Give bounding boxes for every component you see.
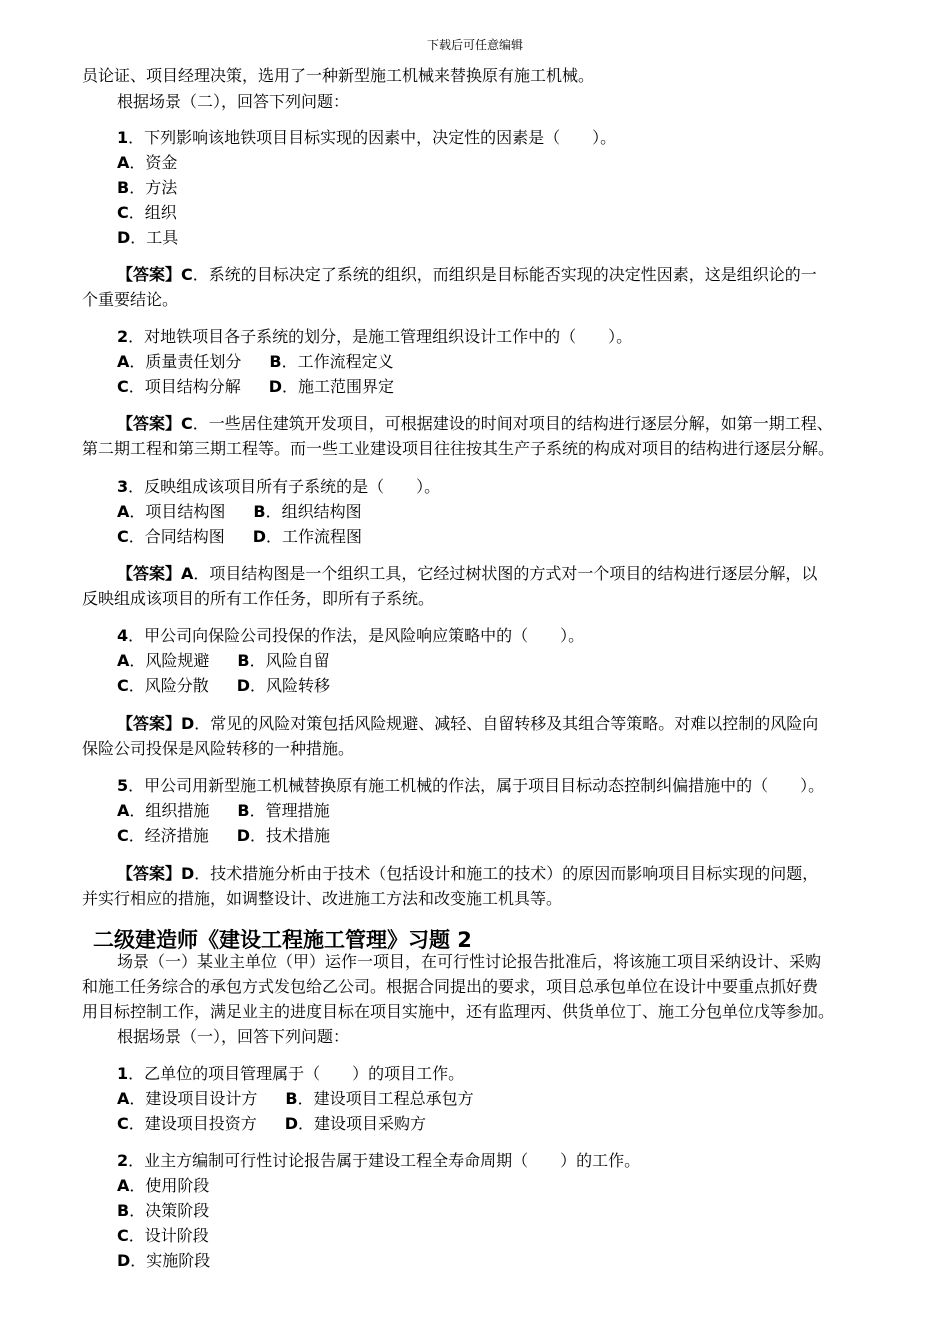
option-key: B (237, 651, 250, 670)
option-text: ．管理措施 (249, 801, 330, 820)
question-5 (117, 776, 824, 796)
option-row-cd (117, 1114, 426, 1134)
option-row-ab (117, 801, 330, 821)
option-text: ．技术措施 (250, 826, 331, 845)
option-key: B (285, 1089, 298, 1108)
answer-text: ．项目结构图是一个组织工具，它经过树状图的方式对一个项目的结构进行逐层分解，以 (193, 564, 818, 583)
option-text: ．风险规避 (129, 651, 210, 670)
option-key: A (117, 153, 130, 172)
question-2 (117, 327, 632, 347)
option-b (117, 1201, 209, 1221)
scene-line: 用目标控制工作，满足业主的进度目标在项目实施中，还有监理丙、供货单位丁、施工分包单位戊等参加。 (82, 1002, 835, 1021)
option-text: ．实施阶段 (130, 1251, 211, 1270)
question-number: 5 (117, 776, 129, 795)
option-text: ．使用阶段 (129, 1176, 210, 1195)
option-row-ab (117, 1089, 474, 1109)
option-key: B (253, 502, 266, 521)
question-number: 2 (117, 327, 129, 346)
answer-2 (117, 414, 833, 434)
option-key: D (236, 676, 251, 695)
option-text: ．建设项目工程总承包方 (297, 1089, 474, 1108)
question-text: ．对地铁项目各子系统的划分，是施工管理组织设计工作中的（ ）。 (128, 327, 633, 346)
question-number: 2 (117, 1151, 129, 1170)
page-header: 下载后可任意编辑 (426, 38, 523, 52)
option-key: C (117, 1114, 129, 1133)
option-key: D (117, 1251, 131, 1270)
option-text: ．风险分散 (128, 676, 209, 695)
answer-3 (117, 564, 817, 584)
option-text: ．建设项目投资方 (128, 1114, 257, 1133)
answer-4-cont: 保险公司投保是风险转移的一种措施。 (82, 739, 355, 758)
option-key: B (237, 801, 250, 820)
option-a (117, 1176, 209, 1196)
option-key: D (236, 826, 251, 845)
option-text: ．工具 (130, 228, 179, 247)
option-text: ．经济措施 (128, 826, 209, 845)
option-key: C (117, 676, 129, 695)
option-key: C (117, 203, 129, 222)
option-a (117, 153, 177, 173)
question-text: ．乙单位的项目管理属于（ ）的项目工作。 (128, 1064, 465, 1083)
question-1 (117, 128, 616, 148)
question-text: ．甲公司用新型施工机械替换原有施工机械的作法，属于项目目标动态控制纠偏措施中的（ ）。 (128, 776, 825, 795)
option-key: D (284, 1114, 299, 1133)
scene-line: 和施工任务综合的承包方式发包给乙公司。根据合同提出的要求，项目总承包单位在设计中要重点抓好费 (82, 977, 819, 996)
option-c (117, 203, 177, 223)
answer-tag: 【答案】C (117, 265, 193, 284)
option-text: ．项目结构图 (129, 502, 226, 521)
option-text: ．组织措施 (129, 801, 210, 820)
answer-text: ．常见的风险对策包括风险规避、减轻、自留转移及其组合等策略。对难以控制的风险向 (194, 714, 819, 733)
question-number: 4 (117, 626, 129, 645)
section-title: 二级建造师《建设工程施工管理》习题 2 (93, 928, 472, 952)
option-row-cd (117, 377, 394, 397)
scene-instruction: 根据场景（一），回答下列问题： (117, 1027, 350, 1046)
option-key: C (117, 1226, 129, 1245)
option-key: B (117, 178, 130, 197)
question-text: ．业主方编制可行性讨论报告属于建设工程全寿命周期（ ）的工作。 (128, 1151, 641, 1170)
option-text: ．施工范围界定 (282, 377, 395, 396)
option-row-cd (117, 826, 330, 846)
option-key: A (117, 651, 130, 670)
option-c (117, 1226, 209, 1246)
option-key: C (117, 826, 129, 845)
option-key: A (117, 352, 130, 371)
option-row-ab (117, 352, 394, 372)
answer-1-cont: 个重要结论。 (82, 290, 179, 309)
option-text: ．方法 (129, 178, 178, 197)
question-text: ．甲公司向保险公司投保的作法，是风险响应策略中的（ ）。 (128, 626, 585, 645)
question-text: ．反映组成该项目所有子系统的是（ ）。 (128, 477, 441, 496)
option-text: ．设计阶段 (128, 1226, 209, 1245)
answer-text: ．系统的目标决定了系统的组织，而组织是目标能否实现的决定性因素，这是组织论的一 (192, 265, 817, 284)
intro-line: 员论证、项目经理决策，选用了一种新型施工机械来替换原有施工机械。 (82, 66, 595, 85)
question-2-2 (117, 1151, 640, 1171)
option-text: ．项目结构分解 (128, 377, 241, 396)
option-key: A (117, 1089, 130, 1108)
option-text: ．工作流程定义 (281, 352, 394, 371)
answer-4 (117, 714, 818, 734)
answer-2-cont: 第二期工程和第三期工程等。而一些工业建设项目往往按其生产子系统的构成对项目的结构进行逐层分解。 (82, 439, 835, 458)
option-key: A (117, 502, 130, 521)
answer-3-cont: 反映组成该项目的所有工作任务，即所有子系统。 (82, 589, 435, 608)
option-key: D (252, 527, 267, 546)
option-text: ．资金 (129, 153, 178, 172)
option-text: ．工作流程图 (266, 527, 363, 546)
answer-tag: 【答案】A (117, 564, 194, 583)
option-key: D (268, 377, 283, 396)
option-key: B (269, 352, 282, 371)
option-key: A (117, 801, 130, 820)
question-number: 1 (117, 128, 129, 147)
option-text: ．建设项目采购方 (298, 1114, 427, 1133)
option-text: ．建设项目设计方 (129, 1089, 258, 1108)
option-row-ab (117, 651, 330, 671)
answer-tag: 【答案】C (117, 414, 193, 433)
option-key: C (117, 377, 129, 396)
question-text: ．下列影响该地铁项目目标实现的因素中，决定性的因素是（ ）。 (128, 128, 617, 147)
question-number: 3 (117, 477, 129, 496)
question-3 (117, 477, 440, 497)
option-key: B (117, 1201, 130, 1220)
option-b (117, 178, 177, 198)
answer-text: ．一些居住建筑开发项目，可根据建设的时间对项目的结构进行逐层分解，如第一期工程、 (192, 414, 833, 433)
option-d (117, 228, 178, 248)
option-text: ．风险自留 (249, 651, 330, 670)
option-key: D (117, 228, 131, 247)
option-row-ab (117, 502, 362, 522)
option-text: ．质量责任划分 (129, 352, 242, 371)
scene-line: 场景（一）某业主单位（甲）运作一项目，在可行性讨论报告批准后，将该施工项目采纳设计、采购 (117, 952, 822, 971)
option-text: ．合同结构图 (128, 527, 225, 546)
question-4 (117, 626, 584, 646)
option-text: ．组织结构图 (265, 502, 362, 521)
answer-1 (117, 265, 817, 285)
option-key: A (117, 1176, 130, 1195)
answer-tag: 【答案】D (117, 714, 195, 733)
answer-5-cont: 并实行相应的措施，如调整设计、改进施工方法和改变施工机具等。 (82, 889, 563, 908)
option-key: C (117, 527, 129, 546)
question-number: 1 (117, 1064, 129, 1083)
option-text: ．决策阶段 (129, 1201, 210, 1220)
option-text: ．组织 (128, 203, 177, 222)
answer-text: ．技术措施分析由于技术（包括设计和施工的技术）的原因而影响项目目标实现的问题， (194, 864, 819, 883)
answer-5 (117, 864, 818, 884)
option-text: ．风险转移 (250, 676, 331, 695)
option-row-cd (117, 527, 362, 547)
answer-tag: 【答案】D (117, 864, 195, 883)
option-row-cd (117, 676, 330, 696)
option-d (117, 1251, 210, 1271)
question-2-1 (117, 1064, 464, 1084)
intro-instruction: 根据场景（二），回答下列问题： (117, 92, 350, 111)
